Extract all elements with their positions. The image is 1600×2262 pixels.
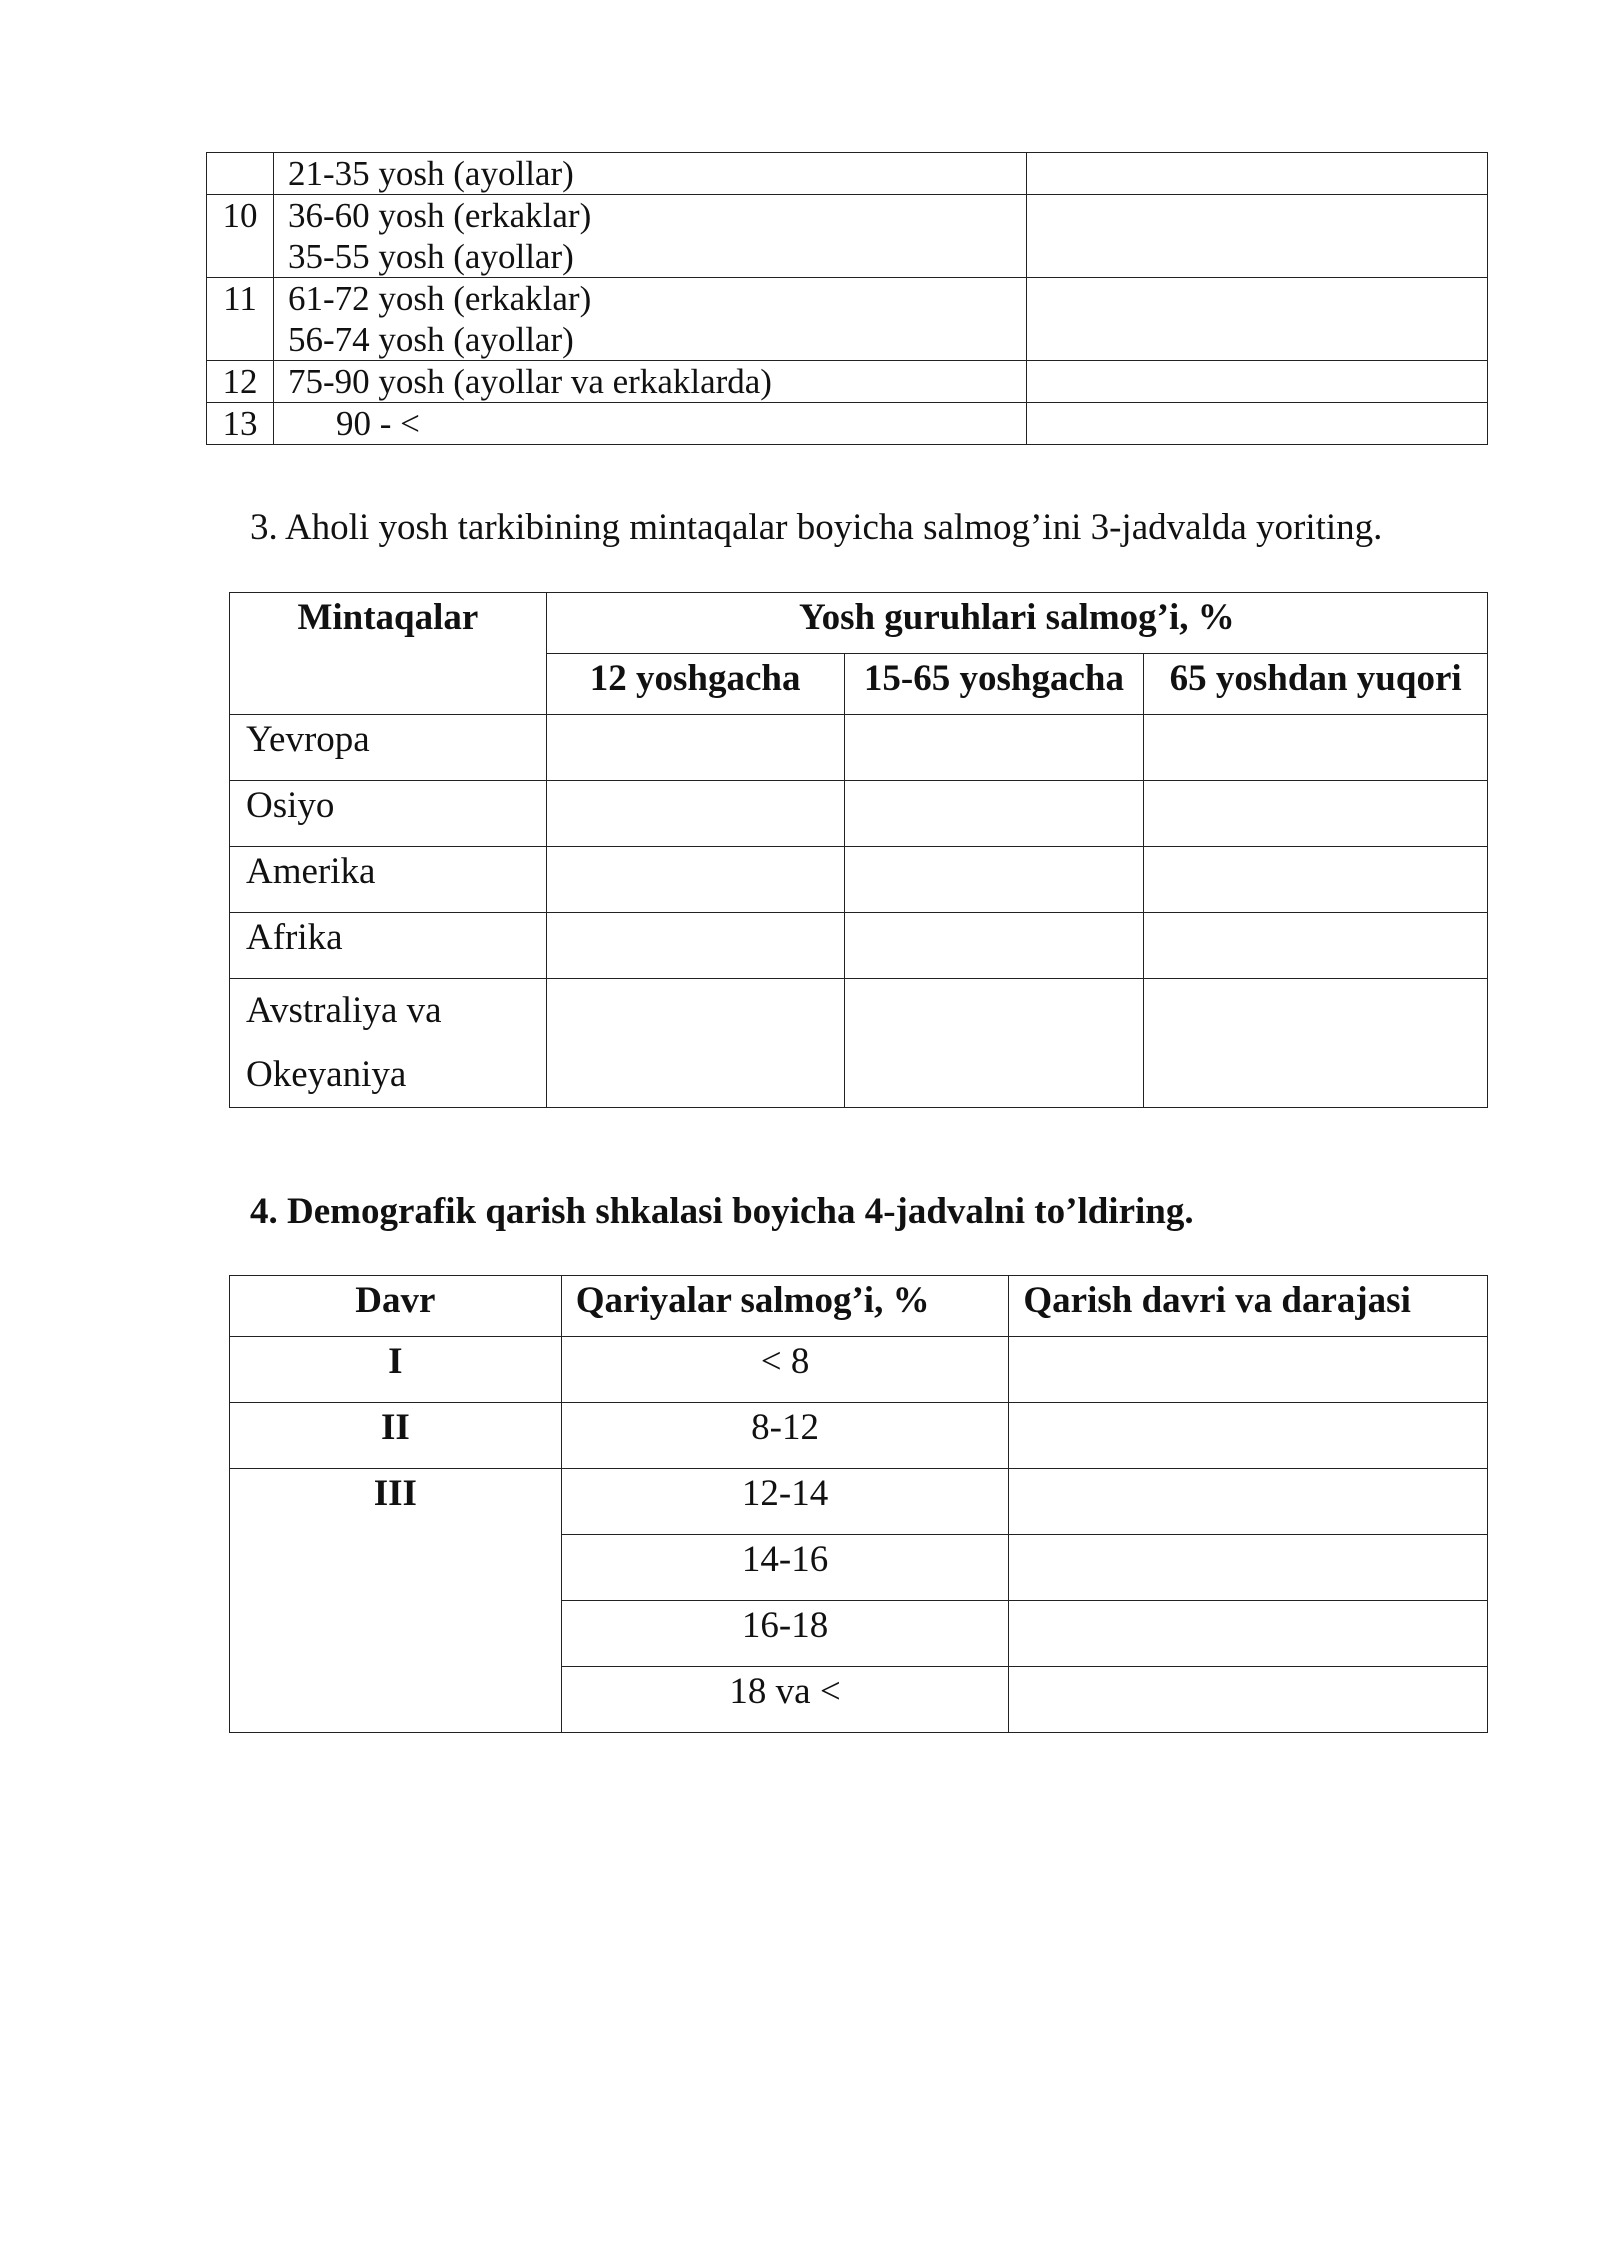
answer-cell[interactable] [546, 715, 844, 781]
sub-header: 12 yoshgacha [546, 654, 844, 715]
answer-cell[interactable] [1009, 1535, 1488, 1601]
answer-cell[interactable] [1144, 979, 1488, 1108]
row-number: 12 [207, 361, 274, 403]
region-name: Okeyaniya [246, 1054, 407, 1095]
answer-cell[interactable] [1027, 195, 1488, 278]
share-value: 8-12 [561, 1403, 1009, 1469]
period-label: II [230, 1403, 562, 1469]
age-range: 36-60 yosh (erkaklar) [288, 196, 592, 235]
age-groups-table [206, 152, 1488, 445]
share-value: < 8 [561, 1337, 1009, 1403]
col-header-elderly-share: Qariyalar salmog’i, % [561, 1276, 1009, 1337]
region-name: Osiyo [230, 781, 547, 847]
table-row [207, 361, 1488, 403]
row-number: 11 [207, 278, 274, 361]
table-row [230, 1403, 1488, 1469]
answer-cell[interactable] [844, 781, 1144, 847]
answer-cell[interactable] [1144, 847, 1488, 913]
table-row [207, 278, 1488, 361]
region-name: Afrika [230, 913, 547, 979]
table-row [207, 195, 1488, 278]
answer-cell[interactable] [1009, 1469, 1488, 1535]
col-header-age-groups: Yosh guruhlari salmog’i, % [546, 593, 1487, 654]
row-number: 10 [207, 195, 274, 278]
table-row [230, 913, 1488, 979]
answer-cell[interactable] [1009, 1601, 1488, 1667]
answer-cell[interactable] [546, 847, 844, 913]
col-header-regions: Mintaqalar [230, 593, 547, 715]
answer-cell[interactable] [844, 913, 1144, 979]
answer-cell[interactable] [1027, 153, 1488, 195]
answer-cell[interactable] [546, 781, 844, 847]
region-name: Amerika [230, 847, 547, 913]
aging-scale-table [229, 1275, 1488, 1733]
answer-cell[interactable] [1144, 913, 1488, 979]
answer-cell[interactable] [1027, 403, 1488, 445]
row-number: 13 [207, 403, 274, 445]
share-value: 12-14 [561, 1469, 1009, 1535]
age-range: 90 - < [336, 404, 420, 443]
table-row [230, 847, 1488, 913]
answer-cell[interactable] [844, 847, 1144, 913]
region-name: Avstraliya va [246, 990, 442, 1031]
answer-cell[interactable] [844, 715, 1144, 781]
col-header-period: Davr [230, 1276, 562, 1337]
regional-age-table [229, 592, 1488, 1108]
sub-header: 15-65 yoshgacha [844, 654, 1144, 715]
share-value: 18 va < [561, 1667, 1009, 1733]
table-row [230, 781, 1488, 847]
answer-cell[interactable] [1009, 1667, 1488, 1733]
answer-cell[interactable] [546, 913, 844, 979]
period-label: III [230, 1469, 562, 1733]
table-row [207, 153, 1488, 195]
row-number [207, 153, 274, 195]
sub-header: 65 yoshdan yuqori [1144, 654, 1488, 715]
answer-cell[interactable] [1027, 361, 1488, 403]
period-label: I [230, 1337, 562, 1403]
share-value: 16-18 [561, 1601, 1009, 1667]
answer-cell[interactable] [1144, 781, 1488, 847]
answer-cell[interactable] [844, 979, 1144, 1108]
col-header-aging-level: Qarish davri va darajasi [1009, 1276, 1488, 1337]
answer-cell[interactable] [1027, 278, 1488, 361]
section-3-heading: 3. Aholi yosh tarkibining mintaqalar boyicha salmog’ini 3-jadvalda yoriting. [250, 507, 1383, 548]
table-row [230, 1469, 1488, 1535]
age-range: 75-90 yosh (ayollar va erkaklarda) [288, 362, 772, 401]
answer-cell[interactable] [546, 979, 844, 1108]
section-4-heading: 4. Demografik qarish shkalasi boyicha 4-jadvalni to’ldiring. [250, 1191, 1194, 1232]
age-range: 21-35 yosh (ayollar) [288, 154, 574, 193]
table-row [207, 403, 1488, 445]
answer-cell[interactable] [1009, 1337, 1488, 1403]
table-row [230, 979, 1488, 1108]
table-row [230, 715, 1488, 781]
age-range: 56-74 yosh (ayollar) [288, 320, 574, 359]
share-value: 14-16 [561, 1535, 1009, 1601]
age-range: 61-72 yosh (erkaklar) [288, 279, 592, 318]
region-name: Yevropa [230, 715, 547, 781]
answer-cell[interactable] [1144, 715, 1488, 781]
table-row [230, 1337, 1488, 1403]
age-range: 35-55 yosh (ayollar) [288, 237, 574, 276]
answer-cell[interactable] [1009, 1403, 1488, 1469]
